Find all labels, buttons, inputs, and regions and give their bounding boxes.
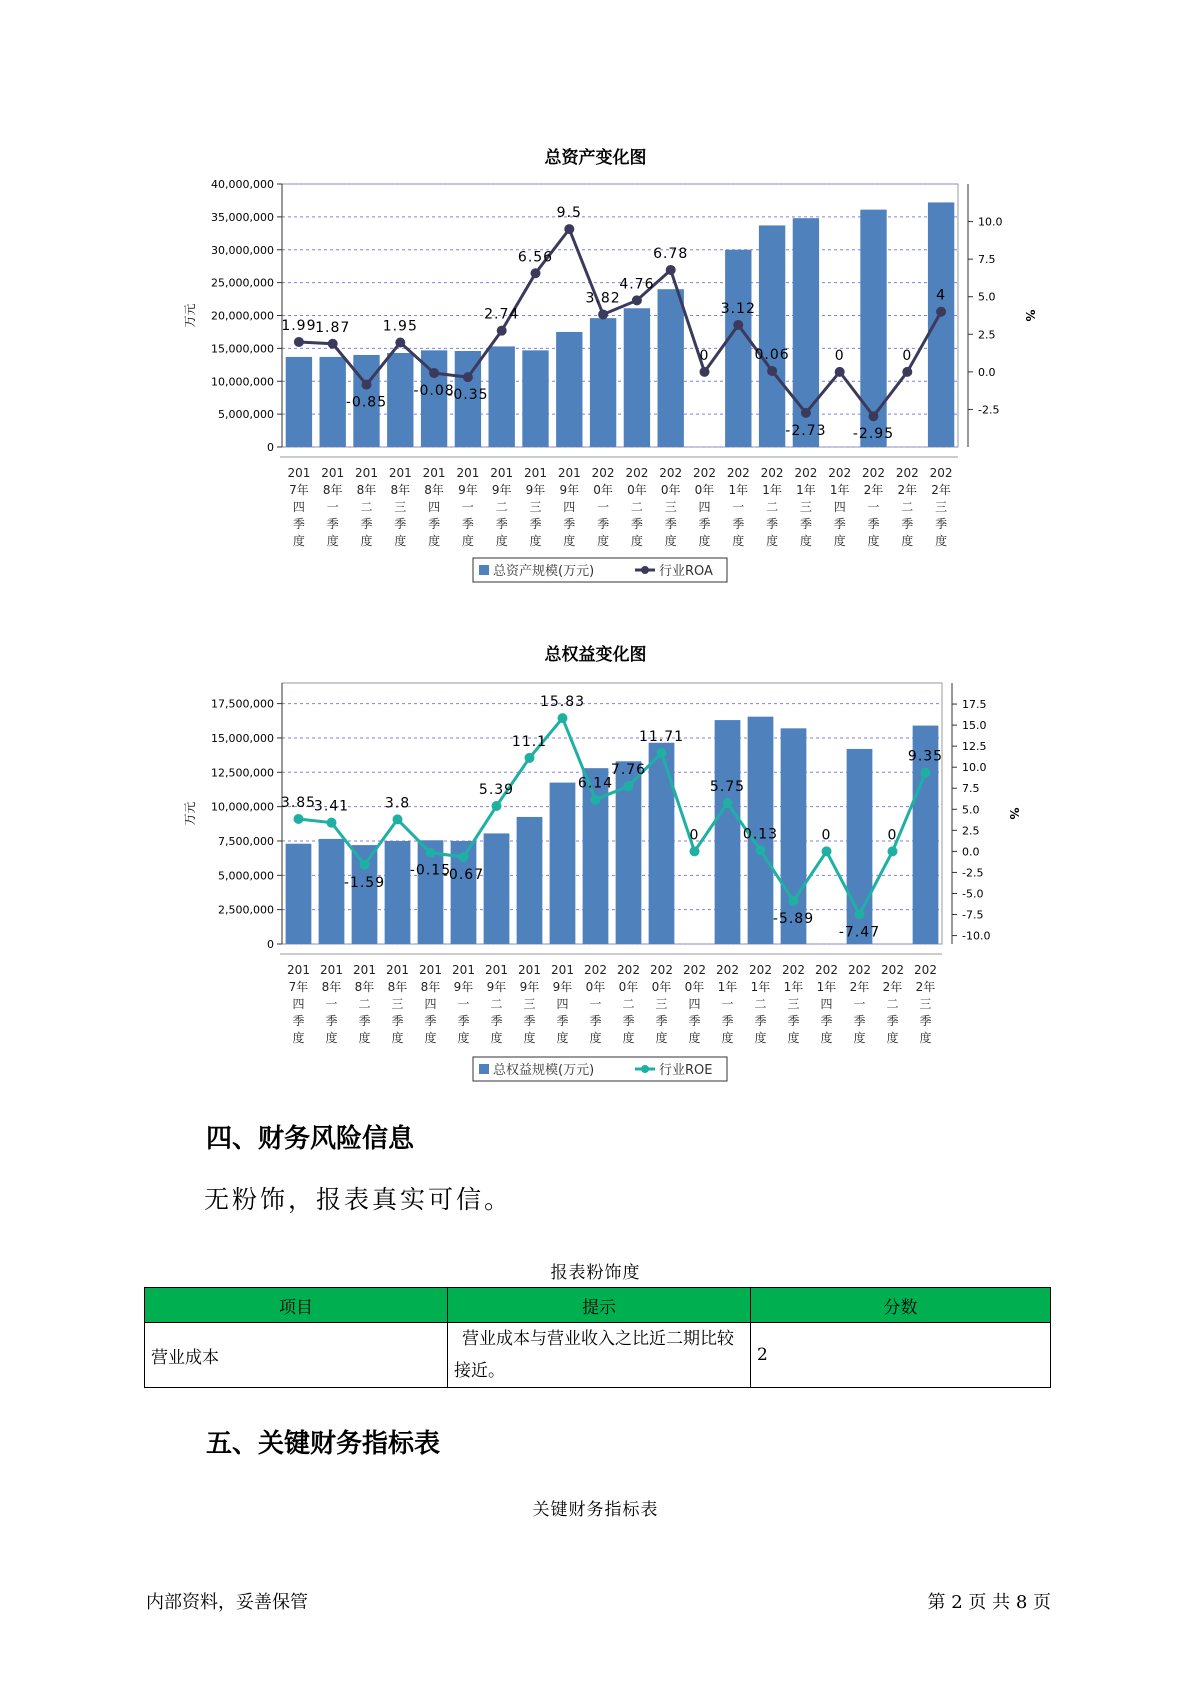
data-label: 6.14: [577, 775, 614, 792]
x-tick-label: 201 8年三季度: [386, 963, 409, 1045]
y2-tick-label: 7.5: [962, 782, 980, 796]
x-tick-label: 201 9年二季度: [490, 466, 514, 548]
y2-tick-label: 10.0: [962, 761, 987, 775]
y2-tick-label: 17.5: [962, 698, 987, 712]
data-label: 7.76: [610, 762, 647, 779]
data-point: [492, 801, 502, 811]
y-axis-label: 万元: [183, 303, 197, 328]
y-tick-label: 12,500,000: [211, 766, 274, 780]
y-tick-label: 2,500,000: [218, 903, 274, 917]
table-header-row: [145, 1288, 1051, 1323]
chart-title: 总资产变化图: [544, 148, 647, 168]
x-tick-label: 201 8年四季度: [422, 466, 446, 548]
y2-tick-label: -7.5: [962, 908, 984, 922]
legend-swatch-bar: [479, 1064, 489, 1074]
data-label: 11.71: [638, 728, 685, 745]
data-label: 3.8: [384, 795, 411, 812]
x-tick-label: 201 8年二季度: [355, 466, 378, 548]
data-label: 3.41: [313, 798, 350, 815]
data-point: [591, 795, 601, 805]
x-tick-label: 201 7年四季度: [287, 963, 310, 1045]
legend-label: 总权益规模(万元): [493, 1063, 595, 1078]
x-tick-label: 202 1年二季度: [749, 963, 772, 1045]
data-label: -0.15: [409, 862, 452, 879]
y-tick-label: 20,000,000: [211, 309, 274, 323]
data-label: 1.99: [281, 317, 317, 334]
data-point: [426, 848, 436, 858]
data-label: 0: [834, 347, 845, 364]
data-label: 1.87: [315, 319, 351, 336]
x-tick-label: 201 9年三季度: [524, 466, 547, 548]
data-label: -0.67: [442, 867, 485, 884]
data-label: 0: [821, 827, 832, 844]
data-point: [855, 909, 865, 919]
footer-page-number: 第 2 页 共 8 页: [927, 1592, 1051, 1613]
y-tick-label: 15,000,000: [211, 731, 274, 745]
x-tick-label: 201 9年四季度: [551, 963, 574, 1045]
y-tick-label: 5,000,000: [218, 869, 274, 883]
data-point: [624, 781, 634, 791]
legend-swatch-marker: [641, 1065, 649, 1073]
column-header: 提示: [448, 1288, 751, 1323]
x-tick-label: 201 8年一季度: [320, 963, 343, 1045]
x-tick-label: 201 9年一季度: [452, 963, 475, 1045]
y2-tick-label: 5.0: [962, 803, 980, 817]
x-tick-label: 202 0年三季度: [659, 466, 683, 548]
y2-axis-label: %: [1007, 807, 1021, 820]
x-tick-label: 201 9年一季度: [456, 466, 480, 548]
data-point: [657, 748, 667, 758]
data-label: 4.76: [619, 276, 655, 293]
data-label: 1.95: [382, 318, 418, 335]
data-point: [888, 846, 898, 856]
data-label: -5.89: [772, 910, 815, 927]
data-point: [327, 818, 337, 828]
data-label: 6.56: [517, 249, 554, 266]
data-label: 3.85: [280, 794, 317, 811]
bar: [550, 783, 576, 944]
x-tick-label: 202 1年三季度: [782, 963, 805, 1045]
section-heading-risk: 四、财务风险信息: [206, 1124, 415, 1154]
x-tick-label: 202 0年四季度: [693, 466, 716, 548]
plot-area: [282, 683, 942, 944]
data-label: 3.12: [720, 300, 756, 317]
x-tick-label: 202 0年一季度: [591, 466, 615, 548]
data-point: [459, 852, 469, 862]
data-point: [756, 845, 766, 855]
x-tick-label: 202 2年三季度: [929, 466, 953, 548]
y-tick-label: 5,000,000: [218, 408, 274, 422]
chart-title: 总权益变化图: [544, 645, 647, 665]
data-label: 0: [699, 347, 710, 364]
y2-tick-label: 5.0: [978, 290, 996, 304]
x-tick-label: 202 1年四季度: [828, 466, 852, 548]
x-tick-label: 202 0年二季度: [617, 963, 640, 1045]
data-label: -0.08: [413, 383, 455, 400]
x-tick-label: 201 8年一季度: [321, 466, 345, 548]
y-tick-label: 35,000,000: [211, 210, 274, 224]
x-tick-label: 201 9年二季度: [485, 963, 508, 1045]
column-header: 项目: [145, 1288, 448, 1323]
x-tick-label: 202 2年一季度: [862, 466, 885, 548]
data-point: [393, 814, 403, 824]
data-label: -7.47: [838, 924, 881, 941]
bar: [517, 817, 543, 944]
y2-tick-label: 12.5: [962, 740, 987, 754]
data-label: 0: [887, 827, 898, 844]
data-label: -0.85: [345, 394, 388, 411]
y2-tick-label: -2.5: [978, 403, 1000, 417]
x-tick-label: 201 9年三季度: [518, 963, 541, 1045]
table-row: [145, 1323, 1051, 1388]
risk-summary-text: 无粉饰，报表真实可信。: [204, 1185, 513, 1214]
data-label: 0.13: [742, 826, 779, 843]
x-tick-label: 202 0年三季度: [650, 963, 673, 1045]
x-tick-label: 201 9年四季度: [557, 466, 581, 548]
data-label: 9.5: [556, 205, 582, 222]
x-tick-label: 202 1年二季度: [760, 466, 784, 548]
data-label: 9.35: [907, 748, 944, 765]
x-tick-label: 201 8年三季度: [388, 466, 412, 548]
bar: [649, 743, 675, 944]
x-tick-label: 202 1年四季度: [815, 963, 838, 1045]
y-tick-label: 17,500,000: [211, 697, 274, 711]
y-tick-label: 30,000,000: [211, 243, 274, 257]
data-label: 0: [689, 827, 700, 844]
data-point: [360, 860, 370, 870]
data-label: 0: [902, 347, 913, 364]
risk-table: [144, 1287, 1051, 1388]
data-point: [723, 798, 733, 808]
data-label: 6.78: [653, 245, 689, 262]
table-cell: 营业成本与营业收入之比近二期比较接近。: [448, 1323, 751, 1388]
data-label: 5.39: [478, 782, 515, 799]
x-tick-label: 202 1年一季度: [716, 963, 739, 1045]
y2-tick-label: 15.0: [962, 719, 987, 733]
bar: [319, 839, 345, 944]
data-point: [294, 814, 304, 824]
x-tick-label: 202 0年四季度: [683, 963, 706, 1045]
y2-tick-label: 0.0: [962, 845, 980, 859]
data-point: [690, 846, 700, 856]
y-tick-label: 7,500,000: [218, 834, 274, 848]
x-tick-label: 202 2年二季度: [895, 466, 919, 548]
data-label: 2.74: [484, 306, 520, 323]
table-cell: 营业成本: [145, 1323, 448, 1388]
x-tick-label: 202 2年一季度: [848, 963, 871, 1045]
y-tick-label: 15,000,000: [211, 342, 274, 356]
table-caption: 报表粉饰度: [550, 1263, 641, 1283]
y2-tick-label: -10.0: [962, 929, 991, 943]
x-tick-label: 202 2年三季度: [914, 963, 937, 1045]
y2-tick-label: -5.0: [962, 887, 984, 901]
table-cell: 2: [751, 1323, 1051, 1388]
y-tick-label: 10,000,000: [211, 375, 274, 389]
y-tick-label: 0: [267, 441, 274, 454]
data-label: 15.83: [539, 694, 586, 711]
y2-tick-label: 2.5: [978, 328, 996, 342]
x-tick-label: 202 1年一季度: [726, 466, 750, 548]
data-label: -0.35: [447, 387, 489, 404]
y2-tick-label: 7.5: [978, 253, 996, 267]
data-label: -2.95: [852, 426, 895, 443]
y2-tick-label: 0.0: [978, 365, 996, 379]
bar: [286, 844, 312, 944]
legend-label: 行业ROE: [659, 1063, 713, 1078]
x-tick-label: 202 1年三季度: [794, 466, 818, 548]
x-tick-label: 201 8年二季度: [353, 963, 376, 1045]
x-tick-label: 202 0年一季度: [584, 963, 607, 1045]
data-point: [558, 713, 568, 723]
y-axis-label: 万元: [183, 801, 197, 826]
data-label: 5.75: [709, 778, 746, 795]
column-header: 分数: [751, 1288, 1051, 1323]
data-label: 0.06: [754, 346, 790, 363]
data-label: 11.1: [511, 733, 548, 750]
table-caption: 关键财务指标表: [532, 1500, 659, 1520]
x-tick-label: 202 0年二季度: [625, 466, 649, 548]
x-tick-label: 201 7年四季度: [287, 466, 311, 548]
y2-axis-label: %: [1023, 309, 1037, 322]
bar: [715, 720, 741, 944]
legend-label: 总资产规模(万元): [493, 564, 595, 579]
y-tick-label: 40,000,000: [211, 178, 274, 191]
data-label: 4: [936, 287, 947, 304]
y-tick-label: 10,000,000: [211, 800, 274, 814]
bar: [385, 841, 411, 944]
data-label: 3.82: [585, 290, 621, 307]
y2-tick-label: 2.5: [962, 824, 980, 838]
y2-tick-label: 10.0: [978, 215, 1003, 229]
y-tick-label: 25,000,000: [211, 276, 274, 290]
data-point: [822, 846, 832, 856]
y-tick-label: 0: [267, 938, 274, 951]
legend-label: 行业ROA: [659, 564, 713, 579]
x-tick-label: 201 8年四季度: [419, 963, 442, 1045]
footer-confidential: 内部资料，妥善保管: [146, 1592, 308, 1613]
bar: [484, 833, 510, 944]
section-heading-key-indicators: 五、关键财务指标表: [206, 1429, 441, 1459]
x-tick-label: 202 2年二季度: [881, 963, 904, 1045]
y2-tick-label: -2.5: [962, 866, 984, 880]
data-point: [789, 896, 799, 906]
data-label: -1.59: [343, 874, 386, 891]
data-point: [921, 768, 931, 778]
data-label: -2.73: [785, 422, 827, 439]
data-point: [525, 753, 535, 763]
